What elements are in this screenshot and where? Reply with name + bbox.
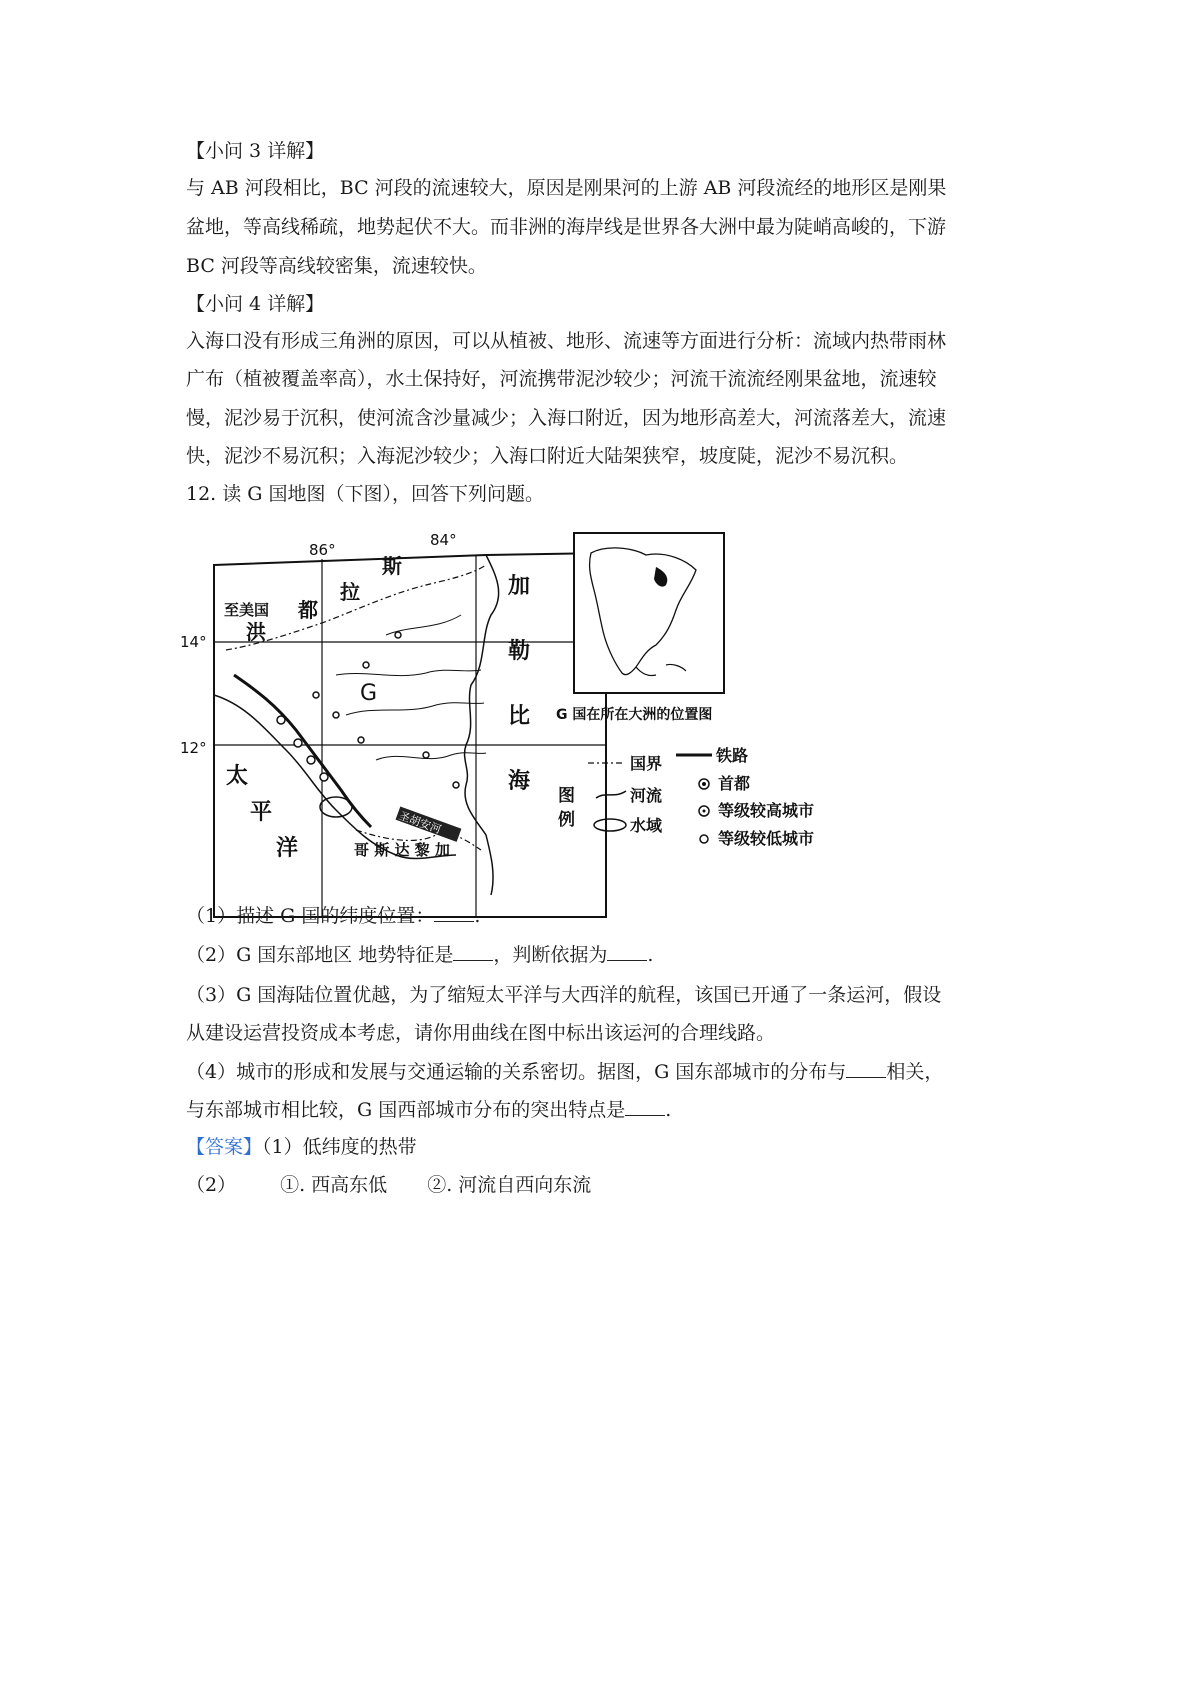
caribbean-char-2: 勒 xyxy=(508,639,531,664)
q4-line-3: 慢，泥沙易于沉积，使河流含沙量减少；入海口附近，因为地形高差大，河流落差大，流速 xyxy=(186,407,947,429)
legend-capital-label: 首都 xyxy=(718,774,751,793)
answer-blank[interactable] xyxy=(434,903,474,922)
legend-water-label: 水域 xyxy=(630,816,663,835)
san-juan-river-label: 圣胡安河 xyxy=(397,809,443,837)
costa-rica-label: 哥 斯 达 黎 加 xyxy=(354,841,450,859)
legend-lower-city-label: 等级较低城市 xyxy=(718,829,815,848)
inset-caption: G 国在所在大洲的位置图 xyxy=(556,707,713,723)
lon-86-label: 86° xyxy=(309,541,336,559)
answer-blank[interactable] xyxy=(625,1097,665,1116)
caribbean-char-4: 海 xyxy=(508,769,531,794)
answer-1: （1）低纬度的热带 xyxy=(262,1136,417,1158)
legend-railway-label: 铁路 xyxy=(716,746,749,765)
q3-line-1: 与 AB 河段相比，BC 河段的流速较大，原因是刚果河的上游 AB 河段流经的地形区是刚果 xyxy=(186,177,947,199)
pacific-char-3: 洋 xyxy=(276,836,299,861)
lat-14-label: 14° xyxy=(180,633,207,651)
lon-84-label: 84° xyxy=(430,531,457,549)
honduras-char-4: 斯 xyxy=(382,554,402,578)
q12-stem: 12. 读 G 国地图（下图），回答下列问题。 xyxy=(186,483,545,505)
subquestion-4-end: . xyxy=(665,1099,672,1121)
answer-2-label: （2） xyxy=(186,1174,237,1196)
subquestion-1-text: （1）描述 G 国的纬度位置： xyxy=(186,905,435,927)
legend-title-char-2: 例 xyxy=(558,810,575,830)
answer-blank[interactable] xyxy=(846,1059,886,1078)
subquestion-2-text: （2）G 国东部地区 地势特征是 xyxy=(186,944,454,966)
honduras-char-3: 拉 xyxy=(340,580,360,604)
answer-line-1 xyxy=(186,1134,417,1160)
answer-2-part-2: ②. 河流自西向东流 xyxy=(427,1174,592,1196)
subquestion-4-text-2: 与东部城市相比较，G 国西部城市分布的突出特点是 xyxy=(186,1099,626,1121)
caribbean-char-3: 比 xyxy=(508,704,531,729)
main-map xyxy=(180,531,606,917)
q3-line-3: BC 河段等高线较密集，流速较快。 xyxy=(186,255,487,277)
subquestion-3-line-1: （3）G 国海陆位置优越，为了缩短太平洋与大西洋的航程，该国已开通了一条运河，假设 xyxy=(186,984,942,1006)
pacific-char-1: 太 xyxy=(226,764,249,789)
q3-heading: 【小问 3 详解】 xyxy=(186,140,325,162)
answer-blank[interactable] xyxy=(453,942,493,961)
subquestion-4-line-1 xyxy=(186,1059,943,1085)
subquestion-2-middle: ，判断依据为 xyxy=(493,944,608,966)
q4-heading: 【小问 4 详解】 xyxy=(186,293,325,315)
subquestion-4-line-2 xyxy=(186,1097,671,1123)
subquestion-2-end: . xyxy=(647,944,654,966)
answer-blank[interactable] xyxy=(607,942,647,961)
pacific-char-2: 平 xyxy=(250,800,273,825)
legend-border-label: 国界 xyxy=(630,754,663,773)
subquestion-1-end: . xyxy=(474,905,481,927)
subquestion-4-middle: 相关， xyxy=(886,1061,944,1083)
legend-river-label: 河流 xyxy=(630,786,663,805)
caribbean-char-1: 加 xyxy=(508,574,531,599)
legend-title-char-1: 图 xyxy=(558,786,575,806)
q4-line-1: 入海口没有形成三角洲的原因，可以从植被、地形、流速等方面进行分析：流域内热带雨林 xyxy=(186,330,947,352)
honduras-char-1: 洪 xyxy=(246,620,266,644)
q4-line-4: 快，泥沙不易沉积；入海泥沙较少；入海口附近大陆架狭窄，坡度陡，泥沙不易沉积。 xyxy=(186,445,909,467)
answer-2-part-1: ①. 西高东低 xyxy=(280,1174,388,1196)
legend-higher-city-label: 等级较高城市 xyxy=(718,801,815,820)
answer-line-2 xyxy=(186,1172,591,1198)
subquestion-1 xyxy=(186,903,480,929)
lat-12-label: 12° xyxy=(180,739,207,757)
subquestion-3-line-2: 从建设运营投资成本考虑，请你用曲线在图中标出该运河的合理线路。 xyxy=(186,1022,776,1044)
to-usa-label: 至美国 xyxy=(224,601,270,619)
subquestion-2 xyxy=(186,942,653,968)
subquestion-4-text: （4）城市的形成和发展与交通运输的关系密切。据图，G 国东部城市的分布与 xyxy=(186,1061,847,1083)
q3-line-2: 盆地，等高线稀疏，地势起伏不大。而非洲的海岸线是世界各大洲中最为陡峭高峻的，下游 xyxy=(186,216,947,238)
country-g-label: G xyxy=(360,681,378,706)
answer-tag: 【答案】 xyxy=(186,1136,263,1158)
q4-line-2: 广布（植被覆盖率高），水土保持好，河流携带泥沙较少；河流干流流经刚果盆地，流速较 xyxy=(186,368,937,390)
inset-map-north-america xyxy=(574,533,724,693)
honduras-char-2: 都 xyxy=(298,598,318,622)
